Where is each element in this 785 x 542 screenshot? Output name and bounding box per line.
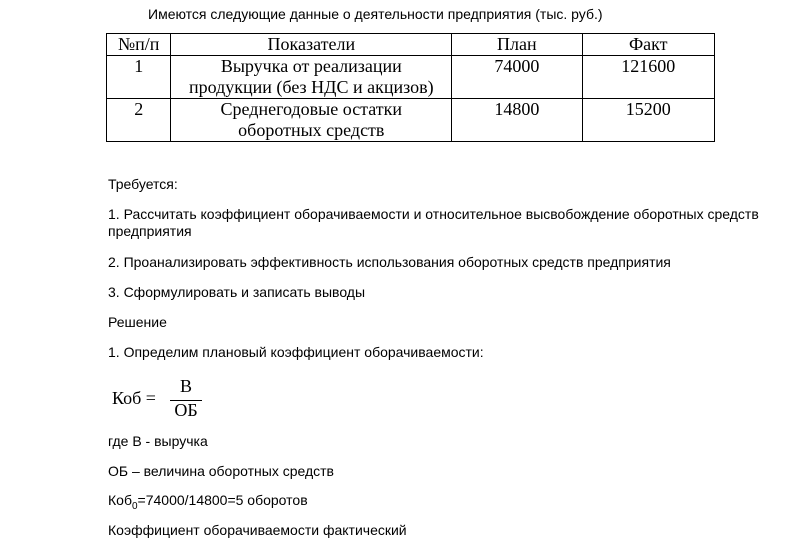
formula-lhs: Коб = [112, 388, 156, 408]
cell-plan: 74000 [452, 56, 582, 99]
data-table [106, 33, 715, 142]
formula-numerator: В [179, 376, 192, 396]
table-row [107, 56, 715, 99]
cell-indicator [171, 99, 452, 142]
header-indicator: Показатели [171, 34, 452, 56]
cell-fact: 15200 [582, 99, 715, 142]
indicator-line: оборотных средств [238, 120, 385, 140]
cell-indicator [171, 56, 452, 99]
table-row [107, 99, 715, 142]
indicator-line: Среднегодовые остатки [220, 99, 403, 119]
cell-fact: 121600 [582, 56, 715, 99]
indicator-line: Выручка от реализации [220, 56, 402, 76]
header-num: №п/п [107, 34, 171, 56]
required-heading: Требуется: [108, 176, 178, 192]
where-b: где В - выручка [108, 433, 208, 449]
header-plan: План [452, 34, 582, 56]
calc-subscript: 0 [131, 500, 138, 512]
indicator-line: продукции (без НДС и акцизов) [189, 77, 434, 97]
task-3: 3. Сформулировать и записать выводы [108, 284, 366, 300]
formula-denominator: ОБ [174, 400, 198, 420]
calc-prefix: Коб [108, 492, 132, 508]
intro-text: Имеются следующие данные о деятельности предприятия (тыс. руб.) [148, 6, 603, 22]
cell-num: 1 [107, 56, 171, 99]
table-header-row [107, 34, 715, 56]
calc-rest: =74000/14800=5 оборотов [137, 492, 308, 508]
task-2: 2. Проанализировать эффективность использования оборотных средств предприятия [108, 254, 671, 270]
fact-caption: Коэффициент оборачиваемости фактический [108, 522, 407, 538]
where-ob: ОБ – величина оборотных средств [108, 463, 334, 479]
step-1: 1. Определим плановый коэффициент оборачиваемости: [108, 344, 484, 360]
solution-heading: Решение [108, 314, 167, 330]
cell-plan: 14800 [452, 99, 582, 142]
cell-num: 2 [107, 99, 171, 142]
calc-line [108, 492, 768, 515]
task-1: 1. Рассчитать коэффициент оборачиваемости и относительное высвобождение оборотных средств предприятия [108, 206, 759, 239]
header-fact: Факт [582, 34, 715, 56]
